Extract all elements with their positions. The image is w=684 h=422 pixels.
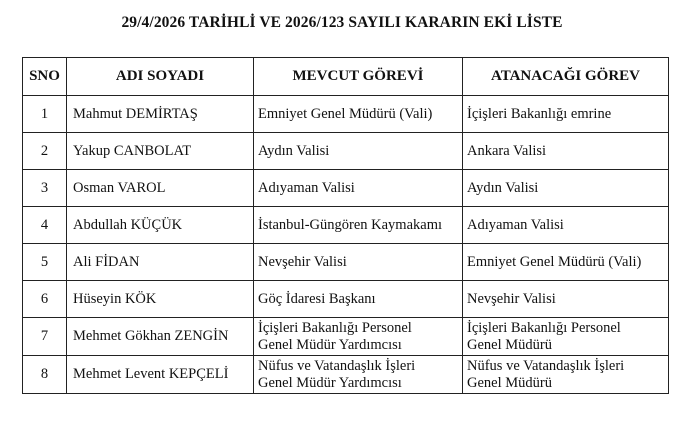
- cell-line: Emniyet Genel Müdürü (Vali): [258, 105, 433, 122]
- row-assigned-duty: [463, 133, 669, 170]
- row-current-duty: [254, 133, 463, 170]
- table-row: [23, 244, 669, 281]
- row-sno: 3: [23, 170, 67, 207]
- row-sno: 7: [23, 318, 67, 356]
- cell-line: İçişleri Bakanlığı Personel: [467, 319, 621, 336]
- header-assigned-duty: ATANACAĞI GÖREV: [463, 58, 669, 96]
- table-row: [23, 96, 669, 133]
- row-assigned-duty: [463, 244, 669, 281]
- cell-line: İstanbul-Güngören Kaymakamı: [258, 216, 443, 233]
- row-sno: 4: [23, 207, 67, 244]
- header-current-duty: MEVCUT GÖREVİ: [254, 58, 463, 96]
- cell-line: Aydın Valisi: [258, 142, 330, 159]
- cell-line: Adıyaman Valisi: [467, 216, 564, 233]
- row-sno: 2: [23, 133, 67, 170]
- row-current-duty: [254, 356, 463, 394]
- row-assigned-duty: [463, 207, 669, 244]
- row-name: Yakup CANBOLAT: [67, 133, 254, 170]
- row-name: Mehmet Gökhan ZENGİN: [67, 318, 254, 356]
- row-name: Mehmet Levent KEPÇELİ: [67, 356, 254, 394]
- cell-line: Adıyaman Valisi: [258, 179, 355, 196]
- row-current-duty: [254, 207, 463, 244]
- appointment-table: [22, 57, 669, 394]
- header-sno: SNO: [23, 58, 67, 96]
- cell-line: Ankara Valisi: [467, 142, 547, 159]
- row-sno: 5: [23, 244, 67, 281]
- row-assigned-duty: [463, 318, 669, 356]
- row-current-duty: [254, 281, 463, 318]
- cell-line: Aydın Valisi: [467, 179, 539, 196]
- cell-line: Genel Müdür Yardımcısı: [258, 374, 402, 391]
- table-header-row: [23, 58, 669, 96]
- table-row: [23, 207, 669, 244]
- table-row: [23, 133, 669, 170]
- row-current-duty: [254, 170, 463, 207]
- row-sno: 1: [23, 96, 67, 133]
- cell-line: Nevşehir Valisi: [467, 290, 556, 307]
- document-title: 29/4/2026 TARİHLİ VE 2026/123 SAYILI KARARIN EKİ LİSTE: [121, 14, 563, 31]
- table-row: [23, 318, 669, 356]
- cell-line: Emniyet Genel Müdürü (Vali): [467, 253, 642, 270]
- row-assigned-duty: [463, 281, 669, 318]
- cell-line: Nüfus ve Vatandaşlık İşleri: [467, 357, 625, 374]
- row-name: Hüseyin KÖK: [67, 281, 254, 318]
- row-name: Mahmut DEMİRTAŞ: [67, 96, 254, 133]
- table-row: [23, 356, 669, 394]
- row-sno: 6: [23, 281, 67, 318]
- cell-line: Göç İdaresi Başkanı: [258, 290, 376, 307]
- row-name: Abdullah KÜÇÜK: [67, 207, 254, 244]
- row-name: Osman VAROL: [67, 170, 254, 207]
- table-row: [23, 281, 669, 318]
- cell-line: Nüfus ve Vatandaşlık İşleri: [258, 357, 416, 374]
- cell-line: Genel Müdür Yardımcısı: [258, 336, 402, 353]
- row-current-duty: [254, 96, 463, 133]
- cell-line: İçişleri Bakanlığı Personel: [258, 319, 412, 336]
- row-current-duty: [254, 318, 463, 356]
- row-assigned-duty: [463, 96, 669, 133]
- table-row: [23, 170, 669, 207]
- row-sno: 8: [23, 356, 67, 394]
- row-current-duty: [254, 244, 463, 281]
- cell-line: İçişleri Bakanlığı emrine: [467, 105, 612, 122]
- row-assigned-duty: [463, 356, 669, 394]
- row-assigned-duty: [463, 170, 669, 207]
- cell-line: Genel Müdürü: [467, 374, 552, 391]
- cell-line: Genel Müdürü: [467, 336, 552, 353]
- cell-line: Nevşehir Valisi: [258, 253, 347, 270]
- header-name: ADI SOYADI: [67, 58, 254, 96]
- row-name: Ali FİDAN: [67, 244, 254, 281]
